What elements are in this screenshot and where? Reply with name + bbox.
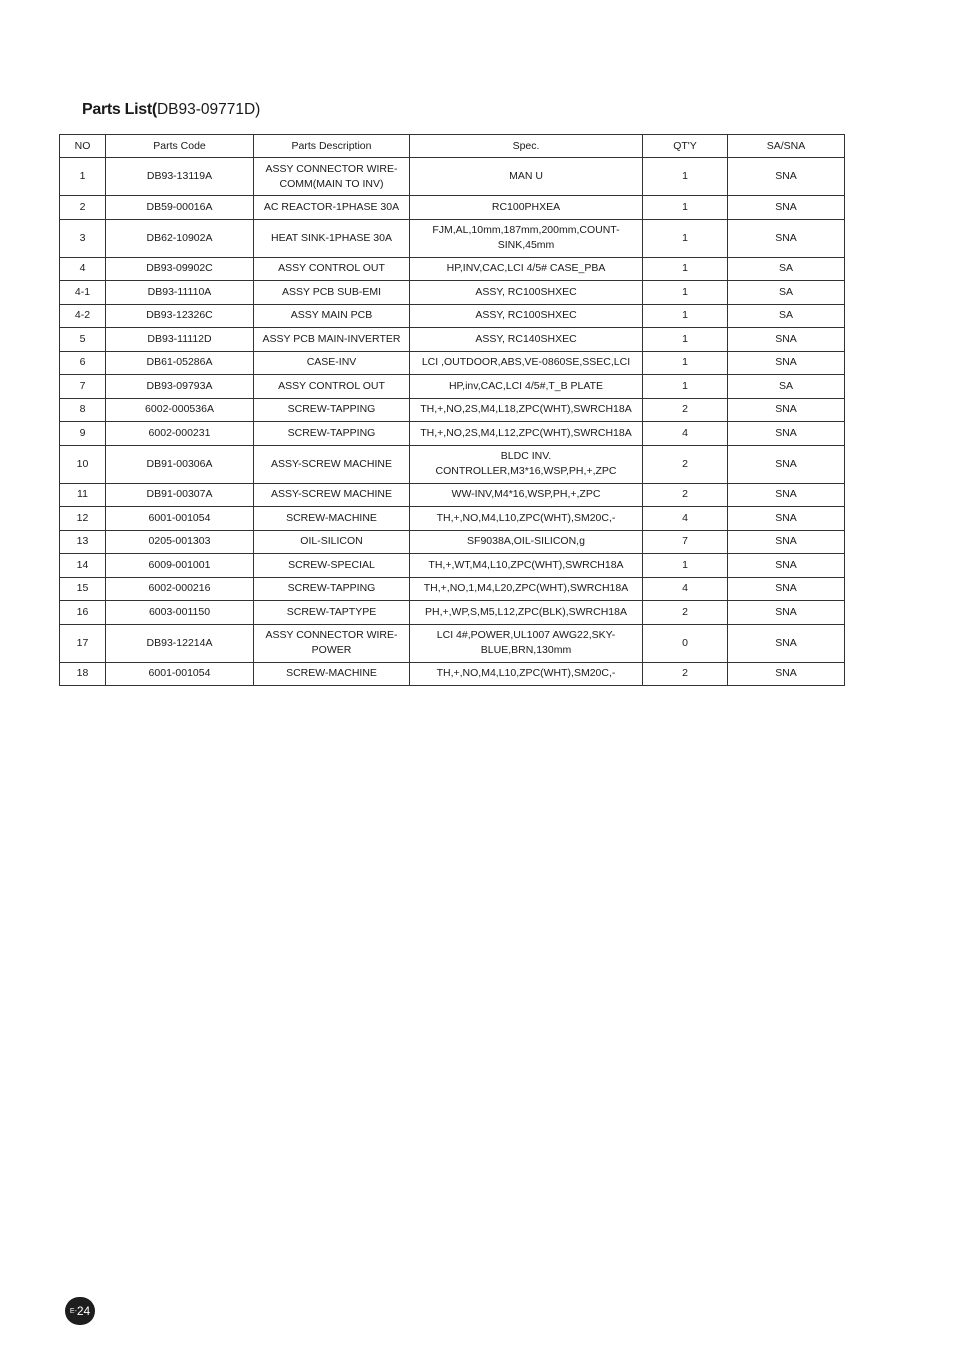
cell-parts-description: ASSY CONNECTOR WIRE-POWER <box>254 624 410 662</box>
title-label: Parts List( <box>82 101 157 118</box>
cell-spec: MAN U <box>410 158 643 196</box>
cell-no: 4-2 <box>60 304 106 328</box>
cell-sa-sna: SA <box>728 375 845 399</box>
table-row <box>60 304 845 328</box>
page-number: 24 <box>76 1304 91 1318</box>
cell-parts-code: 6001-001054 <box>106 662 254 686</box>
cell-spec: TH,+,NO,2S,M4,L18,ZPC(WHT),SWRCH18A <box>410 398 643 422</box>
cell-spec: PH,+,WP,S,M5,L12,ZPC(BLK),SWRCH18A <box>410 601 643 625</box>
cell-sa-sna: SNA <box>728 351 845 375</box>
cell-qty: 1 <box>643 158 728 196</box>
cell-spec: LCI 4#,POWER,UL1007 AWG22,SKY-BLUE,BRN,130mm <box>410 624 643 662</box>
cell-sa-sna: SNA <box>728 662 845 686</box>
cell-sa-sna: SNA <box>728 219 845 257</box>
cell-spec: TH,+,NO,M4,L10,ZPC(WHT),SM20C,- <box>410 507 643 531</box>
cell-no: 4 <box>60 257 106 281</box>
table-row <box>60 601 845 625</box>
cell-sa-sna: SNA <box>728 530 845 554</box>
cell-parts-code: 0205-001303 <box>106 530 254 554</box>
cell-no: 14 <box>60 554 106 578</box>
cell-spec: TH,+,NO,M4,L10,ZPC(WHT),SM20C,- <box>410 662 643 686</box>
cell-qty: 1 <box>643 196 728 220</box>
cell-qty: 1 <box>643 554 728 578</box>
parts-table-body <box>60 158 845 686</box>
cell-parts-description: ASSY CONTROL OUT <box>254 257 410 281</box>
page-title <box>82 99 260 121</box>
cell-parts-description: ASSY CONTROL OUT <box>254 375 410 399</box>
table-row <box>60 219 845 257</box>
cell-qty: 1 <box>643 328 728 352</box>
cell-no: 17 <box>60 624 106 662</box>
cell-no: 4-1 <box>60 281 106 305</box>
cell-qty: 4 <box>643 507 728 531</box>
header-parts-code: Parts Code <box>106 135 254 158</box>
cell-sa-sna: SNA <box>728 507 845 531</box>
cell-sa-sna: SNA <box>728 577 845 601</box>
cell-spec: TH,+,NO,1,M4,L20,ZPC(WHT),SWRCH18A <box>410 577 643 601</box>
cell-parts-code: DB93-11112D <box>106 328 254 352</box>
table-row <box>60 328 845 352</box>
table-row <box>60 375 845 399</box>
table-row <box>60 196 845 220</box>
cell-no: 16 <box>60 601 106 625</box>
header-row <box>60 135 845 158</box>
cell-parts-description: ASSY-SCREW MACHINE <box>254 445 410 483</box>
cell-qty: 1 <box>643 304 728 328</box>
cell-qty: 1 <box>643 219 728 257</box>
cell-sa-sna: SNA <box>728 196 845 220</box>
cell-spec: TH,+,NO,2S,M4,L12,ZPC(WHT),SWRCH18A <box>410 422 643 446</box>
cell-no: 12 <box>60 507 106 531</box>
cell-spec: BLDC INV. CONTROLLER,M3*16,WSP,PH,+,ZPC <box>410 445 643 483</box>
cell-parts-code: DB59-00016A <box>106 196 254 220</box>
header-spec: Spec. <box>410 135 643 158</box>
cell-qty: 1 <box>643 375 728 399</box>
cell-parts-code: 6003-001150 <box>106 601 254 625</box>
cell-no: 9 <box>60 422 106 446</box>
cell-sa-sna: SA <box>728 257 845 281</box>
cell-qty: 1 <box>643 351 728 375</box>
cell-parts-code: 6009-001001 <box>106 554 254 578</box>
cell-parts-description: CASE-INV <box>254 351 410 375</box>
table-row <box>60 483 845 507</box>
cell-sa-sna: SNA <box>728 601 845 625</box>
cell-spec: ASSY, RC100SHXEC <box>410 281 643 305</box>
cell-parts-code: DB93-09793A <box>106 375 254 399</box>
header-sa-sna: SA/SNA <box>728 135 845 158</box>
parts-table <box>59 134 845 686</box>
table-row <box>60 281 845 305</box>
cell-parts-code: 6002-000216 <box>106 577 254 601</box>
cell-sa-sna: SA <box>728 304 845 328</box>
cell-qty: 4 <box>643 577 728 601</box>
cell-sa-sna: SNA <box>728 554 845 578</box>
cell-qty: 4 <box>643 422 728 446</box>
cell-spec: RC100PHXEA <box>410 196 643 220</box>
cell-parts-code: DB93-11110A <box>106 281 254 305</box>
table-row <box>60 554 845 578</box>
cell-no: 11 <box>60 483 106 507</box>
cell-spec: FJM,AL,10mm,187mm,200mm,COUNT-SINK,45mm <box>410 219 643 257</box>
page-number-badge <box>65 1297 95 1325</box>
cell-no: 8 <box>60 398 106 422</box>
cell-sa-sna: SNA <box>728 328 845 352</box>
cell-parts-description: ASSY PCB MAIN-INVERTER <box>254 328 410 352</box>
cell-sa-sna: SNA <box>728 158 845 196</box>
cell-qty: 2 <box>643 398 728 422</box>
cell-qty: 1 <box>643 281 728 305</box>
cell-sa-sna: SNA <box>728 445 845 483</box>
table-row <box>60 507 845 531</box>
cell-parts-code: DB62-10902A <box>106 219 254 257</box>
cell-parts-code: DB61-05286A <box>106 351 254 375</box>
cell-parts-description: OIL-SILICON <box>254 530 410 554</box>
table-row <box>60 257 845 281</box>
cell-sa-sna: SA <box>728 281 845 305</box>
cell-parts-description: ASSY CONNECTOR WIRE-COMM(MAIN TO INV) <box>254 158 410 196</box>
cell-no: 1 <box>60 158 106 196</box>
cell-spec: ASSY, RC100SHXEC <box>410 304 643 328</box>
cell-parts-description: HEAT SINK-1PHASE 30A <box>254 219 410 257</box>
table-row <box>60 530 845 554</box>
cell-parts-code: DB93-12214A <box>106 624 254 662</box>
cell-parts-code: DB93-12326C <box>106 304 254 328</box>
cell-no: 7 <box>60 375 106 399</box>
cell-spec: TH,+,WT,M4,L10,ZPC(WHT),SWRCH18A <box>410 554 643 578</box>
cell-no: 2 <box>60 196 106 220</box>
cell-spec: ASSY, RC140SHXEC <box>410 328 643 352</box>
cell-no: 3 <box>60 219 106 257</box>
cell-no: 18 <box>60 662 106 686</box>
cell-parts-description: SCREW-TAPPING <box>254 422 410 446</box>
cell-parts-description: SCREW-TAPTYPE <box>254 601 410 625</box>
cell-qty: 0 <box>643 624 728 662</box>
cell-sa-sna: SNA <box>728 483 845 507</box>
table-row <box>60 351 845 375</box>
header-parts-description: Parts Description <box>254 135 410 158</box>
table-row <box>60 398 845 422</box>
table-row <box>60 422 845 446</box>
cell-parts-description: ASSY MAIN PCB <box>254 304 410 328</box>
cell-parts-description: SCREW-MACHINE <box>254 507 410 531</box>
cell-parts-code: DB91-00307A <box>106 483 254 507</box>
cell-parts-description: SCREW-TAPPING <box>254 577 410 601</box>
cell-parts-description: ASSY-SCREW MACHINE <box>254 483 410 507</box>
header-qty: QT'Y <box>643 135 728 158</box>
cell-parts-description: SCREW-MACHINE <box>254 662 410 686</box>
cell-parts-code: DB93-13119A <box>106 158 254 196</box>
cell-no: 10 <box>60 445 106 483</box>
cell-no: 13 <box>60 530 106 554</box>
cell-parts-code: 6001-001054 <box>106 507 254 531</box>
cell-qty: 2 <box>643 601 728 625</box>
cell-parts-description: ASSY PCB SUB-EMI <box>254 281 410 305</box>
cell-sa-sna: SNA <box>728 398 845 422</box>
table-row <box>60 445 845 483</box>
table-row <box>60 577 845 601</box>
cell-spec: SF9038A,OIL-SILICON,g <box>410 530 643 554</box>
title-code: DB93-09771D) <box>156 101 261 118</box>
cell-parts-description: SCREW-TAPPING <box>254 398 410 422</box>
cell-spec: WW-INV,M4*16,WSP,PH,+,ZPC <box>410 483 643 507</box>
cell-parts-code: 6002-000536A <box>106 398 254 422</box>
parts-table-header <box>60 135 845 158</box>
cell-parts-code: DB91-00306A <box>106 445 254 483</box>
cell-parts-code: DB93-09902C <box>106 257 254 281</box>
cell-no: 15 <box>60 577 106 601</box>
cell-sa-sna: SNA <box>728 422 845 446</box>
cell-spec: HP,inv,CAC,LCI 4/5#,T_B PLATE <box>410 375 643 399</box>
cell-no: 5 <box>60 328 106 352</box>
cell-parts-code: 6002-000231 <box>106 422 254 446</box>
page-prefix: E- <box>69 1307 77 1315</box>
cell-parts-description: SCREW-SPECIAL <box>254 554 410 578</box>
header-no: NO <box>60 135 106 158</box>
cell-parts-description: AC REACTOR-1PHASE 30A <box>254 196 410 220</box>
table-row <box>60 624 845 662</box>
cell-sa-sna: SNA <box>728 624 845 662</box>
cell-qty: 2 <box>643 662 728 686</box>
cell-spec: HP,INV,CAC,LCI 4/5# CASE_PBA <box>410 257 643 281</box>
cell-qty: 7 <box>643 530 728 554</box>
table-row <box>60 662 845 686</box>
cell-spec: LCI ,OUTDOOR,ABS,VE-0860SE,SSEC,LCI <box>410 351 643 375</box>
cell-qty: 2 <box>643 445 728 483</box>
cell-qty: 1 <box>643 257 728 281</box>
cell-qty: 2 <box>643 483 728 507</box>
cell-no: 6 <box>60 351 106 375</box>
table-row <box>60 158 845 196</box>
